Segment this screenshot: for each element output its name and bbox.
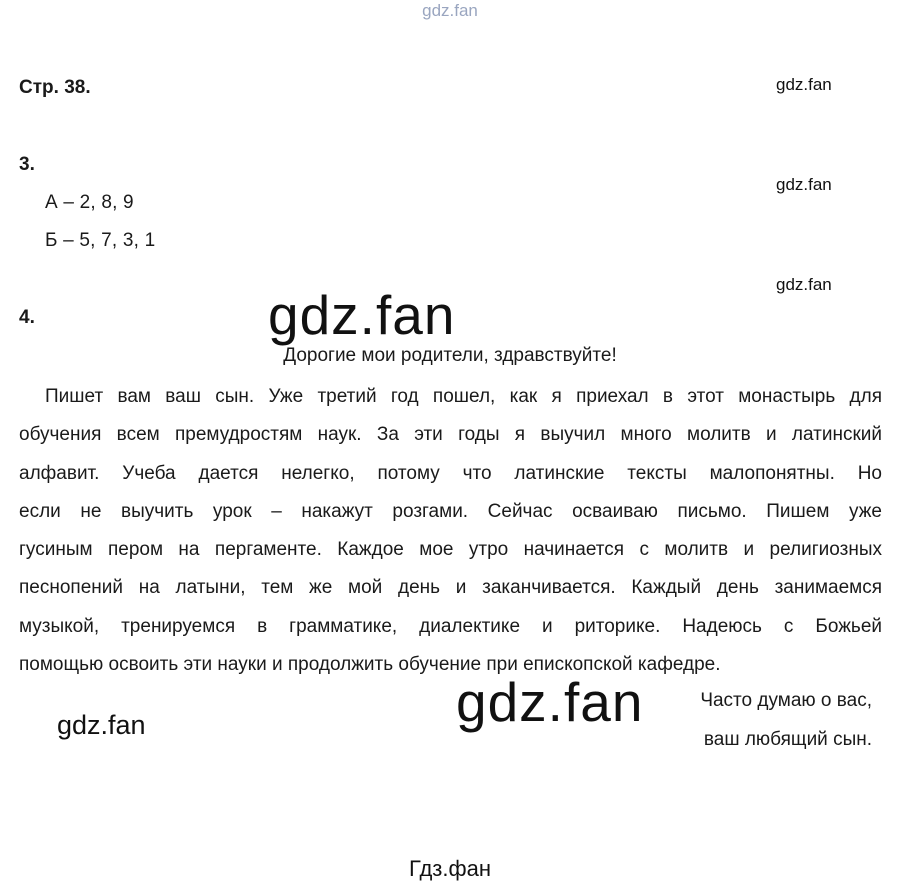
letter-body [19,378,882,684]
letter-closing-signature: ваш любящий сын. [703,729,872,750]
watermark-big-1: gdz.fan [268,284,456,346]
watermark-left: gdz.fan [57,710,146,740]
letter-line: если не выучить урок – накажут розгами. Сейчас осваиваю письмо. Пишем уже [19,500,882,522]
task-4-number: 4. [19,307,35,328]
task-3-answer-a: А – 2, 8, 9 [45,192,134,213]
page-title: Стр. 38. [19,77,91,98]
letter-line: гусиным пером на пергаменте. Каждое мое утро начинается с молитв и религиозных [19,539,882,561]
letter-line: алфавит. Учеба дается нелегко, потому что латинские тексты малопонятны. Но [19,462,882,484]
watermark-right-2: gdz.fan [776,175,832,194]
letter-line: Пишет вам ваш сын. Уже третий год пошел, как я приехал в этот монастырь для [45,386,882,407]
letter-line: песнопений на латыни, тем же мой день и заканчивается. Каждый день занимаемся [19,577,882,599]
watermark-big-2: gdz.fan [456,671,644,733]
task-3-number: 3. [19,154,35,175]
letter-closing-line-1: Часто думаю о вас, [700,690,872,711]
watermark-top: gdz.fan [422,1,478,20]
letter-line: обучения всем премудростям наук. За эти годы я выучил много молитв и латинский [19,424,882,446]
letter-greeting: Дорогие мои родители, здравствуйте! [283,345,617,366]
letter-line: музыкой, тренируемся в грамматике, диалектике и риторике. Надеюсь с Божьей [19,615,882,637]
task-3-answer-b: Б – 5, 7, 3, 1 [45,230,156,251]
watermark-bottom: Гдз.фан [409,856,491,881]
watermark-right-1: gdz.fan [776,75,832,94]
watermark-right-3: gdz.fan [776,275,832,294]
letter-line: помощью освоить эти науки и продолжить обучение при епископской кафедре. [19,654,721,676]
